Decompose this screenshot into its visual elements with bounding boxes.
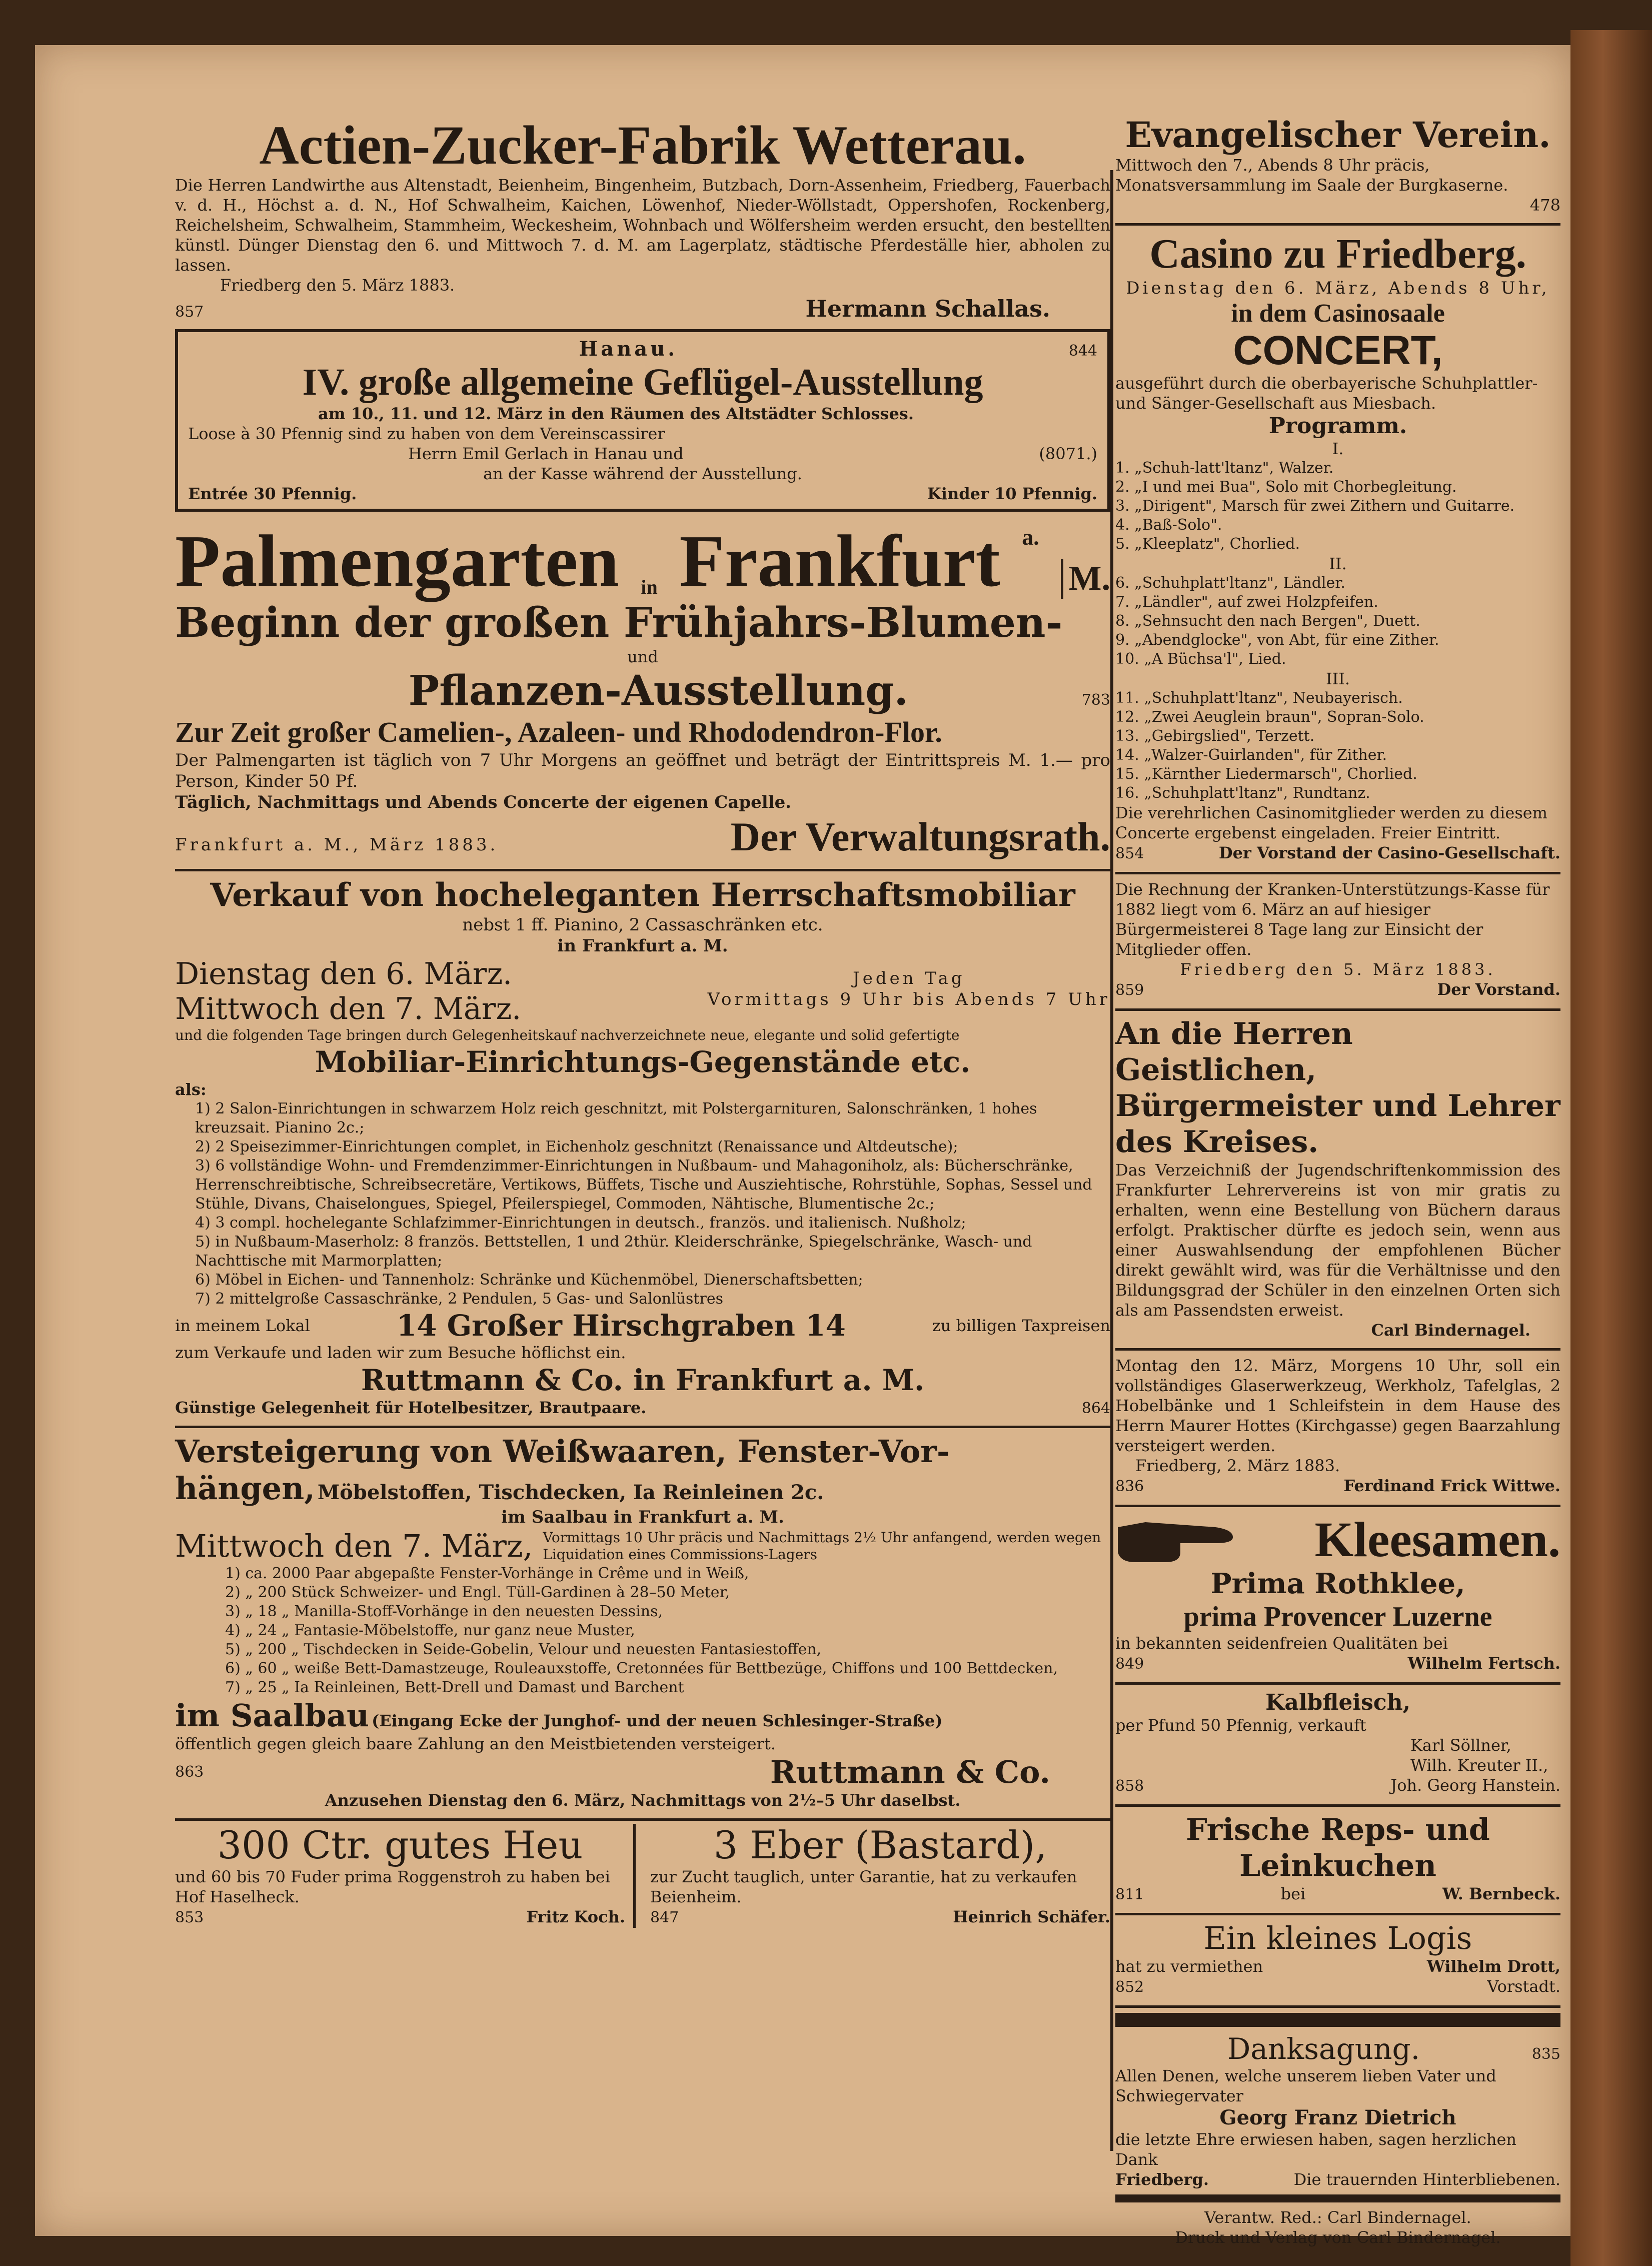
ad-zucker-fabrik: [175, 110, 1110, 322]
list-item: 2) „ 200 Stück Schweizer- und Engl. Tüll-Gardinen à 28–50 Meter,: [225, 1584, 730, 1601]
hanau-loose: Loose à 30 Pfennig sind zu haben von dem Vereinscassirer: [188, 424, 665, 443]
hanau-ref: (8071.): [1039, 444, 1097, 463]
casino-part1-list: [1115, 459, 1560, 554]
footer-line2: Druck und Verlag von Carl Bindernagel.: [1175, 2228, 1501, 2247]
versteig-saalbau: im Saalbau: [175, 1697, 370, 1734]
klee-signature: Wilhelm Fertsch.: [1407, 1654, 1560, 1673]
versteig-place: im Saalbau in Frankfurt a. M.: [501, 1507, 784, 1527]
logis-signature: Wilhelm Drott,: [1426, 1957, 1560, 1976]
right-column: [1115, 110, 1560, 2247]
verkauf-time: Vormittags 9 Uhr bis Abends 7 Uhr: [707, 989, 1110, 1009]
casino-in: in dem Casinosaale: [1231, 299, 1445, 328]
ad-geistlichen: [1115, 1011, 1560, 1351]
list-item: 9. „Abendglocke", von Abt, für eine Zither.: [1115, 631, 1439, 649]
list-item: 3) „ 18 „ Manilla-Stoff-Vorhänge in den neuesten Dessins,: [225, 1603, 663, 1620]
verkauf-lokal-post: zu billigen Taxpreisen: [932, 1316, 1110, 1335]
hanau-title: IV. große allgemeine Geflügel-Ausstellung: [302, 361, 983, 403]
left-column: [175, 110, 1110, 1928]
verkauf-number: 864: [1081, 1400, 1110, 1417]
eber-number: 847: [650, 1909, 679, 1926]
kalb-name2: Wilh. Kreuter II.,: [1410, 1756, 1548, 1775]
kranken-signature: Der Vorstand.: [1437, 980, 1560, 999]
ad-krankenkasse: [1115, 874, 1560, 1011]
casino-part1-label: I.: [1332, 439, 1344, 458]
black-rule: [1115, 2013, 1560, 2027]
list-item: 4) 3 compl. hochelegante Schlafzimmer-Einrichtungen in deutsch., französ. und italienisch. Nußholz;: [195, 1214, 966, 1232]
hanau-dates: am 10., 11. und 12. März in den Räumen des Altstädter Schlosses.: [318, 404, 914, 423]
kranken-number: 859: [1115, 981, 1144, 999]
verkauf-chance: Günstige Gelegenheit für Hotelbesitzer, Brautpaare.: [175, 1398, 647, 1417]
zucker-signature: Hermann Schallas.: [805, 295, 1050, 322]
casino-part2-label: II.: [1329, 554, 1347, 573]
heu-body: und 60 bis 70 Fuder prima Roggenstroh zu haben bei Hof Haselheck.: [175, 1867, 610, 1906]
klee-title: Kleesamen.: [1314, 1512, 1560, 1567]
list-item: 3. „Dirigent", Marsch für zwei Zithern und Guitarre.: [1115, 497, 1515, 515]
reps-number: 811: [1115, 1886, 1144, 1903]
versteig-eingang: (Eingang Ecke der Junghof- und der neuen Schlesinger-Straße): [372, 1711, 943, 1730]
list-item: 6) Möbel in Eichen- und Tannenholz: Schränke und Küchenmöbel, Dienerschaftsbetten;: [195, 1271, 863, 1289]
list-item: 10. „A Büchsa'l", Lied.: [1115, 650, 1286, 668]
palmen-title-sup: a.: [1022, 524, 1039, 550]
verkauf-invite: zum Verkaufe und laden wir zum Besuche höflichst ein.: [175, 1343, 626, 1362]
ad-reps-leinkuchen: [1115, 1807, 1560, 1915]
montag-body: Montag den 12. März, Morgens 10 Uhr, soll ein vollständiges Glaserwerkzeug, Werkholz, Tafelglas, 2 Hobelbänke und 1 Schleifstein in dem Hause des Herrn Maurer Hottes (Kirchgasse) gegen Baarzahlung versteigert werden.: [1115, 1356, 1560, 1455]
palmen-body: Der Palmengarten ist täglich von 7 Uhr Morgens an geöffnet und beträgt der Eintrittspreis M. 1.— pro Person, Kinder 50 Pf.: [175, 750, 1110, 791]
ad-eber: [650, 1824, 1110, 1928]
versteig-title2b: Möbelstoffen, Tischdecken, Ia Reinleinen 2c.: [317, 1481, 824, 1504]
klee-number: 849: [1115, 1655, 1144, 1673]
eber-name: Heinrich Schäfer.: [953, 1907, 1110, 1926]
montag-date: Friedberg, 2. März 1883.: [1135, 1456, 1340, 1475]
ad-kleesamen: [1115, 1507, 1560, 1685]
kranken-body: Die Rechnung der Kranken-Unterstützungs-Kasse für 1882 liegt vom 6. März an auf hiesiger Bürgermeisterei 8 Tage lang zur Einsicht der Mitglieder offen.: [1115, 880, 1550, 959]
list-item: 5. „Kleeplatz", Chorlied.: [1115, 535, 1300, 553]
bottom-ads-row: [175, 1821, 1110, 1928]
verkauf-day2: Mittwoch den 7. März.: [175, 991, 522, 1026]
verkauf-day1: Dienstag den 6. März.: [175, 956, 513, 991]
list-item: 1) ca. 2000 Paar abgepaßte Fenster-Vorhänge in Crême und in Weiß,: [225, 1565, 749, 1582]
ad-casino-friedberg: [1115, 226, 1560, 874]
klee-body: in bekannten seidenfreien Qualitäten bei: [1115, 1634, 1448, 1653]
palmen-und: und: [627, 647, 658, 666]
ad-logis: [1115, 1915, 1560, 2008]
ad-hanau-poultry: [175, 329, 1110, 512]
palmen-title-in: in: [641, 576, 658, 598]
list-item: 4. „Baß-Solo".: [1115, 516, 1222, 534]
list-item: 3) 6 vollständige Wohn- und Fremdenzimmer-Einrichtungen in Nußbaum- und Mahagoniholz, als: Bücherschränke, Herrenschreibtische, Schreibsecretäre, Vertikows, Büffets, Tische und Ausziehtische, Rohrstühle, Sophas, Sessel und Stühle, Divans, Chaiselongues, Spiegel, Pfeilerspiegel, Commoden, Nähtische, Blumentische 2c.;: [195, 1157, 1092, 1213]
ad-versteigerung: [175, 1428, 1110, 1821]
ad-verkauf-mobiliar: [175, 871, 1110, 1428]
casino-part2-list: [1115, 574, 1560, 669]
newspaper-page: [35, 45, 1570, 2247]
list-item: 11. „Schuhplatt'ltanz", Neubayerisch.: [1115, 689, 1403, 707]
verkauf-lokal-pre: in meinem Lokal: [175, 1316, 310, 1335]
dank-body: Allen Denen, welche unserem lieben Vater und Schwiegervater: [1115, 2066, 1496, 2105]
versteig-public: öffentlich gegen gleich baare Zahlung an den Meistbietenden versteigert.: [175, 1734, 776, 1753]
geist-body: Das Verzeichniß der Jugendschriftenkommission des Frankfurter Lehrervereins ist von mir gratis zu erhalten, wenn eine Bestellung von Büchern daraus erfolgt. Praktischer dürfte es jedoch sein, wenn aus einer Auswahlsendung der empfohlenen Bücher direkt gewählt wird, was für die Verhältnisse und den Bildungsgrad der Schüler in den einzelnen Orten sich als am Passendsten erweist.: [1115, 1161, 1560, 1320]
geist-signature: Carl Bindernagel.: [1371, 1321, 1530, 1340]
klee-line1: Prima Rothklee,: [1210, 1567, 1465, 1600]
casino-invite: Die verehrlichen Casinomitglieder werden zu diesem Concerte ergebenst eingeladen. Freier Eintritt.: [1115, 803, 1548, 842]
list-item: 7) „ 25 „ Ia Reinleinen, Bett-Drell und Damast und Barchent: [225, 1679, 684, 1696]
zucker-side-number: 857: [175, 303, 204, 321]
versteig-item-list: [175, 1564, 1110, 1697]
zucker-body: Die Herren Landwirthe aus Altenstadt, Beienheim, Bingenheim, Butzbach, Dorn-Assenheim, Friedberg, Fauerbach v. d. H., Höchst a. d. N., Hof Schwalheim, Kaichen, Löwenhof, Nieder-Wöllstadt, Oppershofen, Rockenberg, Reichelsheim, Schwalheim, Stammheim, Weckesheim, Wohnbach und Wölfersheim werden ersucht, den bestellten künstl. Dünger Dienstag den 6. und Mittwoch 7. d. M. am Lagerplatz, städtische Pferdeställe hier, abholen zu lassen.: [175, 176, 1110, 275]
versteig-day: Mittwoch den 7. März,: [175, 1528, 533, 1564]
versteig-ansehen: Anzusehen Dienstag den 6. März, Nachmittags von 2½–5 Uhr daselbst.: [325, 1791, 961, 1810]
verkauf-firm: Ruttmann & Co. in Frankfurt a. M.: [361, 1363, 925, 1397]
palmen-title-b: Frankfurt: [679, 520, 1000, 602]
kranken-date: Friedberg den 5. März 1883.: [1180, 960, 1496, 979]
list-item: 1) 2 Salon-Einrichtungen in schwarzem Holz reich geschnitzt, mit Polstergarnituren, Salonschränken, 1 hohes kreuzsait. Pianino 2c.;: [195, 1100, 1037, 1137]
hanau-entree: Entrée 30 Pfennig.: [188, 484, 357, 503]
versteig-firm: Ruttmann & Co.: [770, 1754, 1050, 1790]
versteig-number: 863: [175, 1763, 204, 1781]
reps-bei: bei: [1280, 1884, 1306, 1903]
casino-concert: CONCERT,: [1233, 328, 1443, 373]
list-item: 2. „I und mei Bua", Solo mit Chorbegleitung.: [1115, 478, 1457, 496]
verkauf-heading: Mobiliar-Einrichtungs-Gegenstände etc.: [315, 1045, 971, 1079]
dank-signature: Die trauernden Hinterbliebenen.: [1293, 2170, 1560, 2189]
versteig-title2: hängen,: [175, 1470, 315, 1507]
heu-name: Fritz Koch.: [526, 1907, 625, 1926]
palmen-title-m: M.: [1061, 559, 1110, 599]
verkauf-title: Verkauf von hocheleganten Herrschaftsmobiliar: [210, 876, 1075, 914]
logis-place: Vorstadt.: [1487, 1977, 1560, 1996]
list-item: 2) 2 Speisezimmer-Einrichtungen complet, in Eichenholz geschnitzt (Renaissance und Altdeutsche);: [195, 1138, 958, 1156]
heu-number: 853: [175, 1909, 204, 1926]
palmen-signature: Der Verwaltungsrath.: [730, 814, 1110, 859]
versteig-time: Vormittags 10 Uhr präcis und Nachmittags 2½ Uhr anfangend, werden wegen Liquidation eines Commissions-Lagers: [543, 1529, 1101, 1563]
reps-title: Frische Reps- und Leinkuchen: [1186, 1812, 1490, 1883]
list-item: 5) „ 200 „ Tischdecken in Seide-Gobelin, Velour und neuesten Fantasiestoffen,: [225, 1641, 822, 1658]
list-item: 14. „Walzer-Guirlanden", für Zither.: [1115, 746, 1387, 764]
klee-line2: prima Provencer Luzerne: [1183, 1601, 1492, 1632]
eber-title: 3 Eber (Bastard),: [713, 1823, 1047, 1867]
evangel-title: Evangelischer Verein.: [1125, 114, 1551, 156]
verkauf-intro: und die folgenden Tage bringen durch Gelegenheitskauf nachverzeichnete neue, elegante und solid gefertigte: [175, 1027, 960, 1043]
palmen-date: Frankfurt a. M., März 1883.: [175, 835, 499, 855]
geist-title: An die Herren Geistlichen, Bürgermeister und Lehrer des Kreises.: [1115, 1016, 1560, 1160]
hanau-person: Herrn Emil Gerlach in Hanau und: [408, 444, 684, 463]
list-item: 8. „Sehnsucht den nach Bergen", Duett.: [1115, 612, 1420, 630]
logis-number: 852: [1115, 1978, 1144, 1996]
list-item: 6. „Schuhplatt'ltanz", Ländler.: [1115, 574, 1345, 592]
verkauf-place: in Frankfurt a. M.: [557, 936, 728, 956]
list-item: 1. „Schuh-latt'ltanz", Walzer.: [1115, 459, 1334, 477]
versteig-title1: Versteigerung von Weißwaaren, Fenster-Vor-: [175, 1433, 950, 1470]
casino-date: Dienstag den 6. März, Abends 8 Uhr,: [1126, 278, 1550, 298]
footer-line1: Verantw. Red.: Carl Bindernagel.: [1204, 2208, 1471, 2227]
list-item: 7) 2 mittelgroße Cassaschränke, 2 Pendulen, 5 Gas- und Salonlüstres: [195, 1290, 723, 1308]
hanau-number: 844: [1068, 342, 1097, 360]
verkauf-lokal: 14 Großer Hirschgraben 14: [396, 1309, 846, 1343]
list-item: 16. „Schuhplatt'ltanz", Rundtanz.: [1115, 784, 1370, 802]
palmen-concerts: Täglich, Nachmittags und Abends Concerte der eigenen Capelle.: [175, 792, 792, 812]
ad-evangelischer-verein: [1115, 110, 1560, 226]
ad-kalbfleisch: [1115, 1685, 1560, 1807]
casino-part3-list: [1115, 689, 1560, 803]
dank-number: 835: [1531, 2045, 1560, 2063]
casino-number: 854: [1115, 845, 1144, 862]
kalb-title: Kalbfleisch,: [1265, 1690, 1410, 1715]
zucker-date: Friedberg den 5. März 1883.: [220, 276, 455, 295]
casino-by: ausgeführt durch die oberbayerische Schuhplattler- und Sänger-Gesellschaft aus Miesbach.: [1115, 374, 1538, 413]
verkauf-sub: nebst 1 ff. Pianino, 2 Cassaschränken etc.: [462, 915, 823, 935]
zucker-title: Actien-Zucker-Fabrik Wetterau.: [259, 115, 1026, 176]
evangel-number: 478: [1529, 196, 1560, 215]
list-item: 7. „Ländler", auf zwei Holzpfeifen.: [1115, 593, 1378, 611]
list-item: 15. „Kärnther Liedermarsch", Chorlied.: [1115, 765, 1417, 783]
montag-signature: Ferdinand Frick Wittwe.: [1343, 1476, 1560, 1495]
ad-palmengarten: [175, 519, 1110, 871]
evangel-body: Mittwoch den 7., Abends 8 Uhr präcis, Monatsversammlung im Saale der Burgkaserne.: [1115, 156, 1508, 195]
casino-signature: Der Vorstand der Casino-Gesellschaft.: [1218, 843, 1560, 862]
dank-place: Friedberg.: [1115, 2170, 1209, 2189]
black-rule: [1115, 2194, 1560, 2202]
palmen-line1: Beginn der großen Frühjahrs-Blumen-: [175, 599, 1063, 647]
kalb-name1: Karl Söllner,: [1410, 1736, 1511, 1755]
casino-programm: Programm.: [1268, 413, 1407, 439]
list-item: 13. „Gebirgslied", Terzett.: [1115, 727, 1315, 745]
montag-number: 836: [1115, 1478, 1144, 1495]
book-spine: [1570, 30, 1652, 2266]
list-item: 5) in Nußbaum-Maserholz: 8 französ. Bettstellen, 1 und 2thür. Kleiderschränke, Spiegelschränke, Wasch- und Nachttische mit Marmorplatten;: [195, 1233, 1032, 1270]
hanau-kasse: an der Kasse während der Ausstellung.: [483, 464, 802, 483]
hanau-kinder: Kinder 10 Pfennig.: [927, 484, 1097, 503]
logis-title: Ein kleines Logis: [1203, 1920, 1472, 1956]
palmen-title-a: Palmengarten: [175, 520, 619, 602]
verkauf-jeden: Jeden Tag: [853, 968, 965, 988]
kalb-name3: Joh. Georg Hanstein.: [1390, 1776, 1560, 1795]
hanau-city: Hanau.: [579, 337, 678, 361]
logis-body: hat zu vermiethen: [1115, 1957, 1263, 1976]
verkauf-item-list: [175, 1099, 1110, 1309]
column-divider: [1110, 170, 1113, 2151]
palmen-line2: Pflanzen-Ausstellung.: [408, 667, 909, 715]
reps-signature: W. Bernbeck.: [1442, 1884, 1560, 1903]
eber-body: zur Zucht tauglich, unter Garantie, hat zu verkaufen Beienheim.: [650, 1867, 1077, 1906]
dank-title: Danksagung.: [1227, 2032, 1420, 2066]
list-item: 12. „Zwei Aeuglein braun", Sopran-Solo.: [1115, 708, 1424, 726]
list-item: 4) „ 24 „ Fantasie-Möbelstoffe, nur ganz neue Muster,: [225, 1622, 635, 1639]
dank-name: Georg Franz Dietrich: [1219, 2106, 1456, 2129]
kalb-number: 858: [1115, 1777, 1144, 1795]
pointing-hand-icon: [1115, 1512, 1235, 1567]
heu-title: 300 Ctr. gutes Heu: [217, 1823, 583, 1867]
casino-title: Casino zu Friedberg.: [1149, 231, 1526, 277]
palmen-line3: Zur Zeit großer Camelien-, Azaleen- und Rhododendron-Flor.: [175, 716, 942, 748]
casino-part3-label: III.: [1325, 669, 1350, 688]
list-item: 6) „ 60 „ weiße Bett-Damastzeuge, Rouleauxstoffe, Cretonnées für Bettbezüge, Chiffons und 100 Bettdecken,: [225, 1660, 1058, 1677]
ad-heu: [175, 1824, 636, 1928]
dank-body2: die letzte Ehre erwiesen haben, sagen herzlichen Dank: [1115, 2130, 1517, 2169]
ad-montag-versteigerung: [1115, 1351, 1560, 1507]
ad-danksagung: [1115, 2013, 1560, 2247]
verkauf-als: als:: [175, 1080, 207, 1099]
palmen-number: 783: [1081, 691, 1110, 709]
kalb-body: per Pfund 50 Pfennig, verkauft: [1115, 1716, 1366, 1735]
